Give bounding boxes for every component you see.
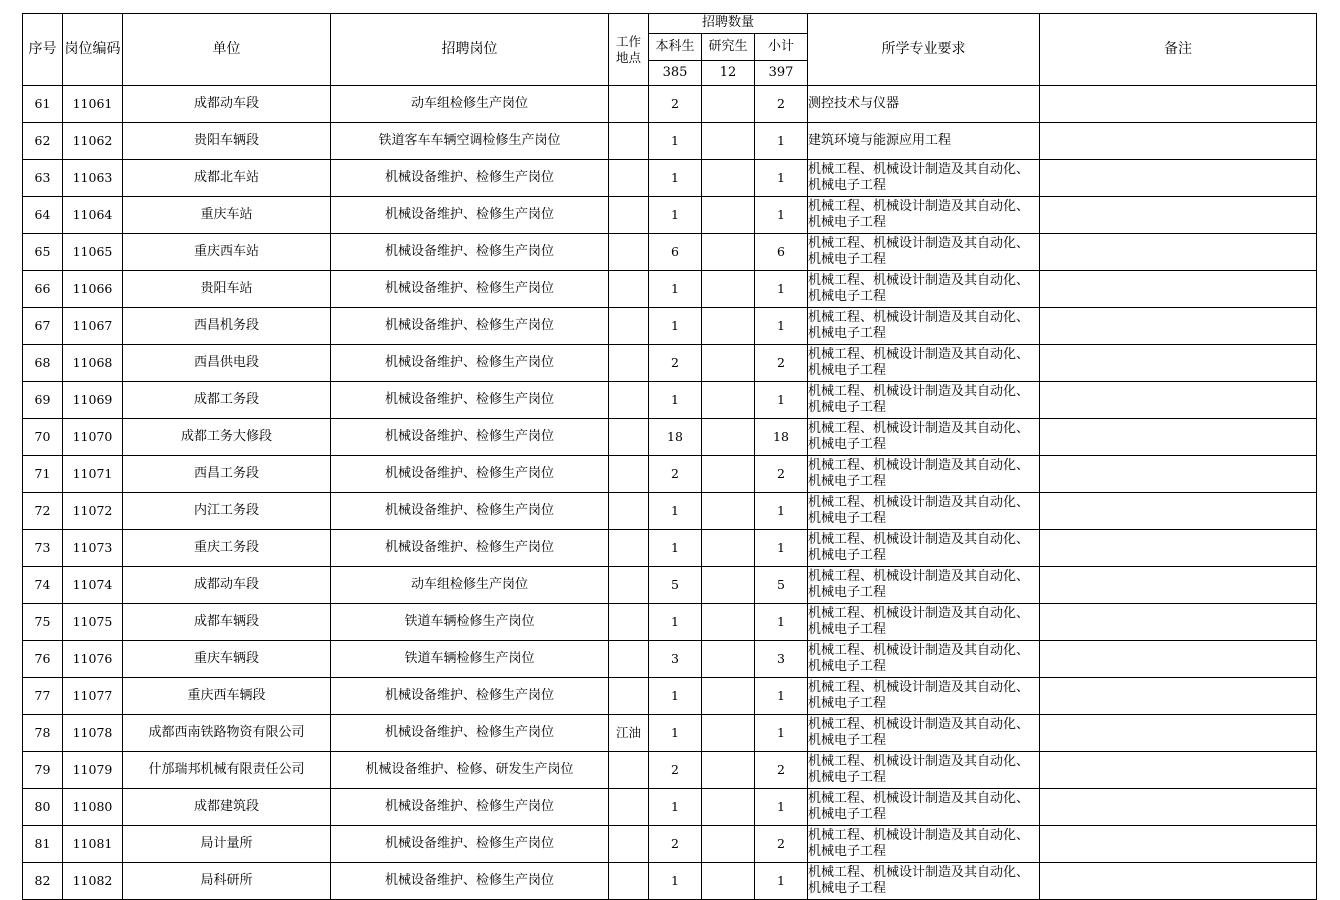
cell-remark <box>1040 752 1317 789</box>
table-row <box>23 382 1317 419</box>
table-row <box>23 493 1317 530</box>
cell-seq: 67 <box>23 308 63 345</box>
cell-subtotal: 2 <box>755 456 808 493</box>
cell-seq: 70 <box>23 419 63 456</box>
table-row <box>23 308 1317 345</box>
cell-major: 机械工程、机械设计制造及其自动化、机械电子工程 <box>808 530 1040 567</box>
cell-post: 铁道客车车辆空调检修生产岗位 <box>331 123 609 160</box>
cell-subtotal: 5 <box>755 567 808 604</box>
cell-location <box>609 604 649 641</box>
cell-graduate <box>702 678 755 715</box>
recruitment-table <box>22 13 1317 900</box>
cell-undergrad: 1 <box>649 863 702 900</box>
cell-graduate <box>702 160 755 197</box>
cell-undergrad: 1 <box>649 271 702 308</box>
cell-subtotal: 2 <box>755 752 808 789</box>
cell-remark <box>1040 271 1317 308</box>
cell-subtotal: 2 <box>755 86 808 123</box>
cell-seq: 66 <box>23 271 63 308</box>
cell-seq: 68 <box>23 345 63 382</box>
cell-seq: 80 <box>23 789 63 826</box>
cell-major: 建筑环境与能源应用工程 <box>808 123 1040 160</box>
cell-code: 11080 <box>63 789 123 826</box>
cell-graduate <box>702 826 755 863</box>
cell-post: 铁道车辆检修生产岗位 <box>331 604 609 641</box>
cell-location <box>609 530 649 567</box>
cell-location <box>609 863 649 900</box>
cell-location <box>609 752 649 789</box>
column-header-location-line1: 工作 <box>615 33 641 49</box>
cell-subtotal: 1 <box>755 271 808 308</box>
table-row <box>23 271 1317 308</box>
cell-major: 机械工程、机械设计制造及其自动化、机械电子工程 <box>808 456 1040 493</box>
cell-location <box>609 345 649 382</box>
cell-post: 机械设备维护、检修、研发生产岗位 <box>331 752 609 789</box>
cell-seq: 64 <box>23 197 63 234</box>
cell-code: 11074 <box>63 567 123 604</box>
cell-major: 机械工程、机械设计制造及其自动化、机械电子工程 <box>808 160 1040 197</box>
cell-subtotal: 1 <box>755 678 808 715</box>
cell-undergrad: 1 <box>649 530 702 567</box>
cell-code: 11071 <box>63 456 123 493</box>
cell-remark <box>1040 715 1317 752</box>
cell-seq: 73 <box>23 530 63 567</box>
column-header-unit: 单位 <box>123 14 331 86</box>
cell-code: 11061 <box>63 86 123 123</box>
cell-undergrad: 1 <box>649 160 702 197</box>
cell-undergrad: 2 <box>649 456 702 493</box>
cell-major: 机械工程、机械设计制造及其自动化、机械电子工程 <box>808 419 1040 456</box>
cell-location <box>609 567 649 604</box>
cell-seq: 77 <box>23 678 63 715</box>
cell-major: 测控技术与仪器 <box>808 86 1040 123</box>
cell-remark <box>1040 308 1317 345</box>
cell-location <box>609 382 649 419</box>
cell-unit: 西昌供电段 <box>123 345 331 382</box>
cell-graduate <box>702 715 755 752</box>
cell-graduate <box>702 86 755 123</box>
cell-unit: 局计量所 <box>123 826 331 863</box>
cell-code: 11066 <box>63 271 123 308</box>
table-row <box>23 345 1317 382</box>
cell-seq: 78 <box>23 715 63 752</box>
cell-major: 机械工程、机械设计制造及其自动化、机械电子工程 <box>808 382 1040 419</box>
cell-unit: 成都工务段 <box>123 382 331 419</box>
table-row <box>23 641 1317 678</box>
cell-post: 机械设备维护、检修生产岗位 <box>331 234 609 271</box>
cell-seq: 74 <box>23 567 63 604</box>
table-row <box>23 197 1317 234</box>
cell-major: 机械工程、机械设计制造及其自动化、机械电子工程 <box>808 678 1040 715</box>
cell-code: 11082 <box>63 863 123 900</box>
cell-unit: 成都车辆段 <box>123 604 331 641</box>
cell-seq: 79 <box>23 752 63 789</box>
cell-major: 机械工程、机械设计制造及其自动化、机械电子工程 <box>808 752 1040 789</box>
cell-graduate <box>702 271 755 308</box>
cell-location <box>609 789 649 826</box>
cell-remark <box>1040 197 1317 234</box>
cell-subtotal: 1 <box>755 715 808 752</box>
cell-remark <box>1040 530 1317 567</box>
column-header-undergrad: 本科生 <box>649 33 702 61</box>
column-header-graduate: 研究生 <box>702 33 755 61</box>
cell-unit: 重庆工务段 <box>123 530 331 567</box>
cell-post: 机械设备维护、检修生产岗位 <box>331 863 609 900</box>
cell-unit: 局科研所 <box>123 863 331 900</box>
cell-undergrad: 2 <box>649 345 702 382</box>
cell-remark <box>1040 160 1317 197</box>
cell-code: 11081 <box>63 826 123 863</box>
cell-post: 机械设备维护、检修生产岗位 <box>331 271 609 308</box>
table-row <box>23 234 1317 271</box>
cell-code: 11067 <box>63 308 123 345</box>
cell-unit: 成都建筑段 <box>123 789 331 826</box>
cell-post: 机械设备维护、检修生产岗位 <box>331 345 609 382</box>
cell-post: 机械设备维护、检修生产岗位 <box>331 456 609 493</box>
table-row <box>23 123 1317 160</box>
table-row <box>23 826 1317 863</box>
cell-code: 11078 <box>63 715 123 752</box>
cell-subtotal: 1 <box>755 530 808 567</box>
column-header-count-group: 招聘数量 <box>649 14 808 34</box>
cell-unit: 西昌工务段 <box>123 456 331 493</box>
cell-unit: 重庆车辆段 <box>123 641 331 678</box>
cell-remark <box>1040 234 1317 271</box>
cell-graduate <box>702 604 755 641</box>
cell-unit: 什邡瑞邦机械有限责任公司 <box>123 752 331 789</box>
cell-code: 11075 <box>63 604 123 641</box>
cell-major: 机械工程、机械设计制造及其自动化、机械电子工程 <box>808 604 1040 641</box>
cell-graduate <box>702 308 755 345</box>
cell-unit: 贵阳车辆段 <box>123 123 331 160</box>
cell-seq: 76 <box>23 641 63 678</box>
cell-subtotal: 1 <box>755 160 808 197</box>
table-body <box>23 86 1317 900</box>
cell-undergrad: 1 <box>649 123 702 160</box>
table-row <box>23 160 1317 197</box>
cell-subtotal: 3 <box>755 641 808 678</box>
cell-seq: 62 <box>23 123 63 160</box>
cell-unit: 成都西南铁路物资有限公司 <box>123 715 331 752</box>
column-header-subtotal: 小计 <box>755 33 808 61</box>
cell-location <box>609 456 649 493</box>
cell-post: 机械设备维护、检修生产岗位 <box>331 382 609 419</box>
cell-remark <box>1040 789 1317 826</box>
cell-subtotal: 1 <box>755 382 808 419</box>
cell-location <box>609 678 649 715</box>
table-row <box>23 715 1317 752</box>
cell-major: 机械工程、机械设计制造及其自动化、机械电子工程 <box>808 493 1040 530</box>
cell-major: 机械工程、机械设计制造及其自动化、机械电子工程 <box>808 826 1040 863</box>
cell-remark <box>1040 641 1317 678</box>
cell-remark <box>1040 678 1317 715</box>
cell-remark <box>1040 419 1317 456</box>
cell-location <box>609 234 649 271</box>
table-row <box>23 419 1317 456</box>
cell-post: 机械设备维护、检修生产岗位 <box>331 678 609 715</box>
cell-post: 机械设备维护、检修生产岗位 <box>331 715 609 752</box>
cell-seq: 75 <box>23 604 63 641</box>
cell-seq: 65 <box>23 234 63 271</box>
cell-seq: 61 <box>23 86 63 123</box>
table-row <box>23 604 1317 641</box>
cell-major: 机械工程、机械设计制造及其自动化、机械电子工程 <box>808 197 1040 234</box>
table-row <box>23 789 1317 826</box>
table-row <box>23 567 1317 604</box>
cell-subtotal: 1 <box>755 123 808 160</box>
cell-seq: 82 <box>23 863 63 900</box>
cell-graduate <box>702 345 755 382</box>
cell-seq: 72 <box>23 493 63 530</box>
cell-undergrad: 1 <box>649 493 702 530</box>
cell-graduate <box>702 567 755 604</box>
table-row <box>23 678 1317 715</box>
column-header-remark: 备注 <box>1040 14 1317 86</box>
column-header-code: 岗位编码 <box>63 14 123 86</box>
cell-subtotal: 2 <box>755 826 808 863</box>
cell-code: 11068 <box>63 345 123 382</box>
table-header <box>23 14 1317 86</box>
cell-graduate <box>702 382 755 419</box>
cell-subtotal: 1 <box>755 493 808 530</box>
cell-major: 机械工程、机械设计制造及其自动化、机械电子工程 <box>808 715 1040 752</box>
total-subtotal: 397 <box>755 61 808 86</box>
cell-subtotal: 1 <box>755 197 808 234</box>
cell-major: 机械工程、机械设计制造及其自动化、机械电子工程 <box>808 234 1040 271</box>
cell-location <box>609 308 649 345</box>
cell-code: 11079 <box>63 752 123 789</box>
cell-major: 机械工程、机械设计制造及其自动化、机械电子工程 <box>808 863 1040 900</box>
cell-post: 铁道车辆检修生产岗位 <box>331 641 609 678</box>
cell-graduate <box>702 752 755 789</box>
cell-post: 机械设备维护、检修生产岗位 <box>331 197 609 234</box>
cell-post: 机械设备维护、检修生产岗位 <box>331 826 609 863</box>
cell-undergrad: 3 <box>649 641 702 678</box>
cell-graduate <box>702 493 755 530</box>
cell-location <box>609 271 649 308</box>
cell-unit: 成都北车站 <box>123 160 331 197</box>
cell-remark <box>1040 863 1317 900</box>
cell-code: 11064 <box>63 197 123 234</box>
cell-undergrad: 2 <box>649 752 702 789</box>
cell-code: 11069 <box>63 382 123 419</box>
cell-seq: 63 <box>23 160 63 197</box>
cell-undergrad: 1 <box>649 197 702 234</box>
cell-undergrad: 18 <box>649 419 702 456</box>
table-row <box>23 456 1317 493</box>
cell-unit: 西昌机务段 <box>123 308 331 345</box>
cell-post: 机械设备维护、检修生产岗位 <box>331 789 609 826</box>
cell-subtotal: 1 <box>755 604 808 641</box>
cell-code: 11070 <box>63 419 123 456</box>
cell-code: 11065 <box>63 234 123 271</box>
cell-graduate <box>702 530 755 567</box>
cell-subtotal: 2 <box>755 345 808 382</box>
cell-code: 11062 <box>63 123 123 160</box>
cell-remark <box>1040 86 1317 123</box>
cell-post: 机械设备维护、检修生产岗位 <box>331 419 609 456</box>
total-undergrad: 385 <box>649 61 702 86</box>
cell-code: 11073 <box>63 530 123 567</box>
cell-unit: 内江工务段 <box>123 493 331 530</box>
cell-graduate <box>702 419 755 456</box>
cell-subtotal: 6 <box>755 234 808 271</box>
cell-code: 11072 <box>63 493 123 530</box>
cell-remark <box>1040 493 1317 530</box>
cell-undergrad: 5 <box>649 567 702 604</box>
table-row <box>23 530 1317 567</box>
cell-graduate <box>702 456 755 493</box>
cell-seq: 69 <box>23 382 63 419</box>
cell-unit: 成都动车段 <box>123 567 331 604</box>
cell-major: 机械工程、机械设计制造及其自动化、机械电子工程 <box>808 345 1040 382</box>
cell-post: 机械设备维护、检修生产岗位 <box>331 308 609 345</box>
cell-remark <box>1040 345 1317 382</box>
cell-undergrad: 2 <box>649 826 702 863</box>
cell-location <box>609 123 649 160</box>
cell-major: 机械工程、机械设计制造及其自动化、机械电子工程 <box>808 271 1040 308</box>
cell-location: 江油 <box>609 715 649 752</box>
cell-unit: 贵阳车站 <box>123 271 331 308</box>
cell-code: 11076 <box>63 641 123 678</box>
column-header-location <box>609 14 649 86</box>
column-header-post: 招聘岗位 <box>331 14 609 86</box>
cell-unit: 重庆西车辆段 <box>123 678 331 715</box>
cell-undergrad: 2 <box>649 86 702 123</box>
cell-subtotal: 1 <box>755 863 808 900</box>
cell-seq: 71 <box>23 456 63 493</box>
cell-graduate <box>702 234 755 271</box>
cell-undergrad: 6 <box>649 234 702 271</box>
cell-location <box>609 826 649 863</box>
cell-post: 动车组检修生产岗位 <box>331 567 609 604</box>
cell-code: 11063 <box>63 160 123 197</box>
header-row-top <box>23 14 1317 34</box>
cell-code: 11077 <box>63 678 123 715</box>
cell-major: 机械工程、机械设计制造及其自动化、机械电子工程 <box>808 308 1040 345</box>
cell-seq: 81 <box>23 826 63 863</box>
cell-unit: 成都动车段 <box>123 86 331 123</box>
cell-location <box>609 493 649 530</box>
cell-post: 动车组检修生产岗位 <box>331 86 609 123</box>
cell-location <box>609 419 649 456</box>
table-row <box>23 752 1317 789</box>
cell-remark <box>1040 567 1317 604</box>
column-header-seq: 序号 <box>23 14 63 86</box>
cell-remark <box>1040 382 1317 419</box>
cell-unit: 重庆车站 <box>123 197 331 234</box>
cell-major: 机械工程、机械设计制造及其自动化、机械电子工程 <box>808 641 1040 678</box>
cell-graduate <box>702 863 755 900</box>
cell-unit: 重庆西车站 <box>123 234 331 271</box>
cell-subtotal: 1 <box>755 789 808 826</box>
cell-undergrad: 1 <box>649 382 702 419</box>
cell-undergrad: 1 <box>649 715 702 752</box>
cell-unit: 成都工务大修段 <box>123 419 331 456</box>
column-header-location-line2: 地点 <box>615 49 641 65</box>
cell-remark <box>1040 826 1317 863</box>
cell-major: 机械工程、机械设计制造及其自动化、机械电子工程 <box>808 567 1040 604</box>
cell-major: 机械工程、机械设计制造及其自动化、机械电子工程 <box>808 789 1040 826</box>
cell-remark <box>1040 604 1317 641</box>
table-row <box>23 863 1317 900</box>
cell-location <box>609 197 649 234</box>
table-row <box>23 86 1317 123</box>
cell-graduate <box>702 641 755 678</box>
cell-post: 机械设备维护、检修生产岗位 <box>331 493 609 530</box>
cell-subtotal: 18 <box>755 419 808 456</box>
recruitment-table-sheet <box>22 13 1316 900</box>
cell-remark <box>1040 456 1317 493</box>
cell-post: 机械设备维护、检修生产岗位 <box>331 530 609 567</box>
cell-undergrad: 1 <box>649 308 702 345</box>
cell-remark <box>1040 123 1317 160</box>
cell-location <box>609 160 649 197</box>
cell-graduate <box>702 789 755 826</box>
cell-location <box>609 86 649 123</box>
cell-subtotal: 1 <box>755 308 808 345</box>
column-header-major: 所学专业要求 <box>808 14 1040 86</box>
cell-undergrad: 1 <box>649 604 702 641</box>
cell-undergrad: 1 <box>649 789 702 826</box>
cell-graduate <box>702 123 755 160</box>
cell-location <box>609 641 649 678</box>
cell-graduate <box>702 197 755 234</box>
cell-undergrad: 1 <box>649 678 702 715</box>
total-graduate: 12 <box>702 61 755 86</box>
cell-post: 机械设备维护、检修生产岗位 <box>331 160 609 197</box>
